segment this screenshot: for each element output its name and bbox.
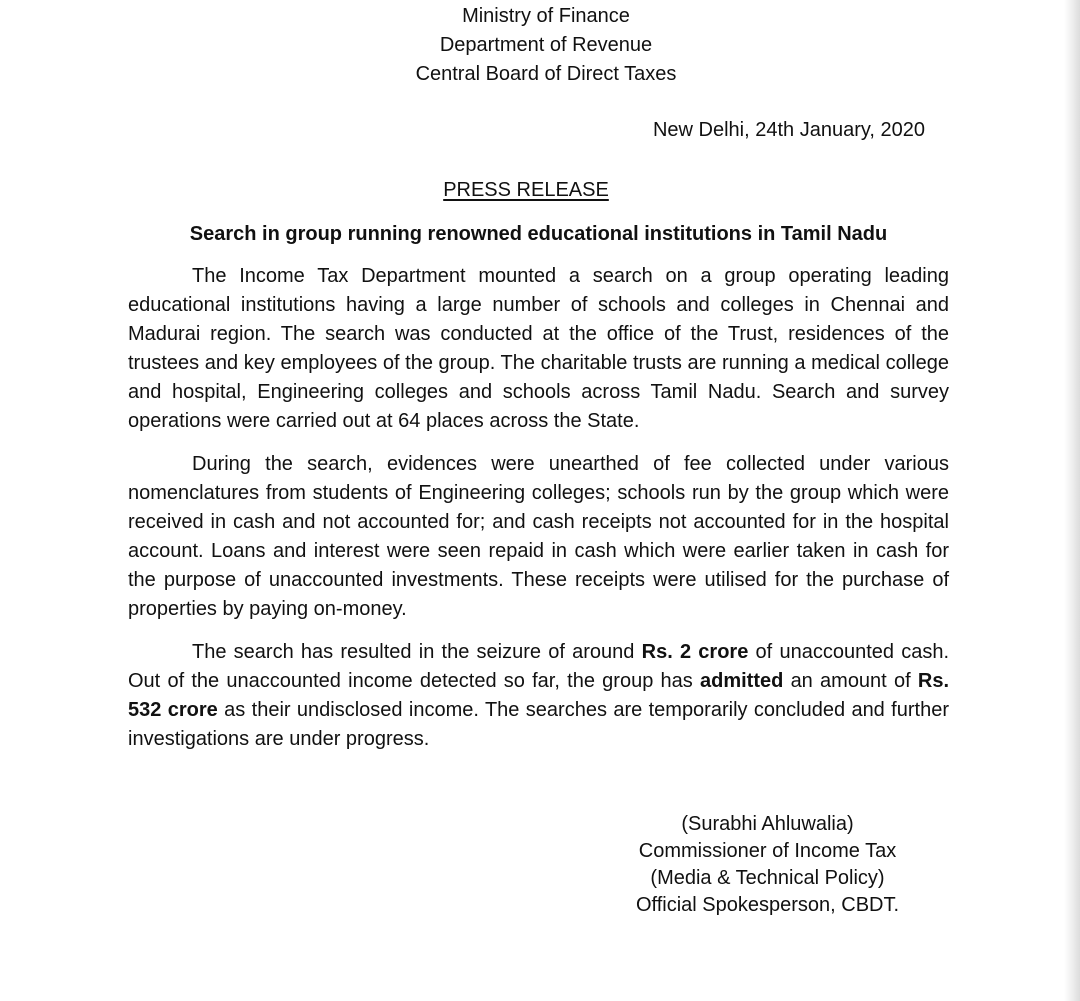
signatory-role: Official Spokesperson, CBDT.: [635, 894, 900, 916]
paragraph-3-text-1: The search has resulted in the seizure of around: [192, 641, 642, 663]
signatory-name: (Surabhi Ahluwalia): [681, 813, 854, 835]
paragraph-1: The Income Tax Department mounted a search on a group operating leading educational institutions having a large number of schools and colleges in Chennai and Madurai region. The search was conducted at the office of the Trust, residences of the trustees and key employees of the group. The charitable trusts are running a medical college and hospital, Engineering colleges and schools across Tamil Nadu. Search and survey operations were carried out at 64 places across the State.: [128, 265, 949, 432]
ministry-name: Ministry of Finance: [462, 5, 630, 27]
department-name: Department of Revenue: [439, 34, 653, 56]
undisclosed-income-amount: Rs. 532 crore: [128, 670, 949, 721]
seized-cash-amount: Rs. 2 crore: [641, 641, 749, 663]
paragraph-2: During the search, evidences were unearthed of fee collected under various nomenclatures from students of Engineering colleges; schools run by the group which were received in cash and not accounted for; and cash receipts not accounted for in the hospital account. Loans and interest were seen repaid in cash which were earlier taken in cash for the purpose of unaccounted investments. These receipts were utilised for the purchase of properties by paying on-money.: [128, 453, 949, 620]
admitted-label: admitted: [700, 670, 784, 692]
page-edge-shadow: [1064, 0, 1080, 1001]
paragraph-3-text-2: of unaccounted cash. Out of the unaccounted income detected so far, the group has: [128, 641, 950, 692]
board-name: Central Board of Direct Taxes: [415, 63, 677, 85]
paragraph-3-text-4: as their undisclosed income. The searches are temporarily concluded and further investigations are under progress.: [128, 699, 949, 750]
paragraph-3: [128, 638, 949, 754]
signatory-designation: Commissioner of Income Tax: [638, 840, 897, 862]
signature-block: [560, 811, 975, 919]
release-subject: Search in group running renowned educational institutions in Tamil Nadu: [189, 223, 888, 245]
signatory-unit: (Media & Technical Policy): [650, 867, 885, 889]
letterhead: [0, 2, 1080, 89]
press-release-heading: [0, 176, 1052, 205]
press-release-label: PRESS RELEASE: [443, 179, 609, 201]
release-date: New Delhi, 24th January, 2020: [652, 119, 925, 141]
paragraph-3-text-3: an amount of: [783, 670, 918, 692]
